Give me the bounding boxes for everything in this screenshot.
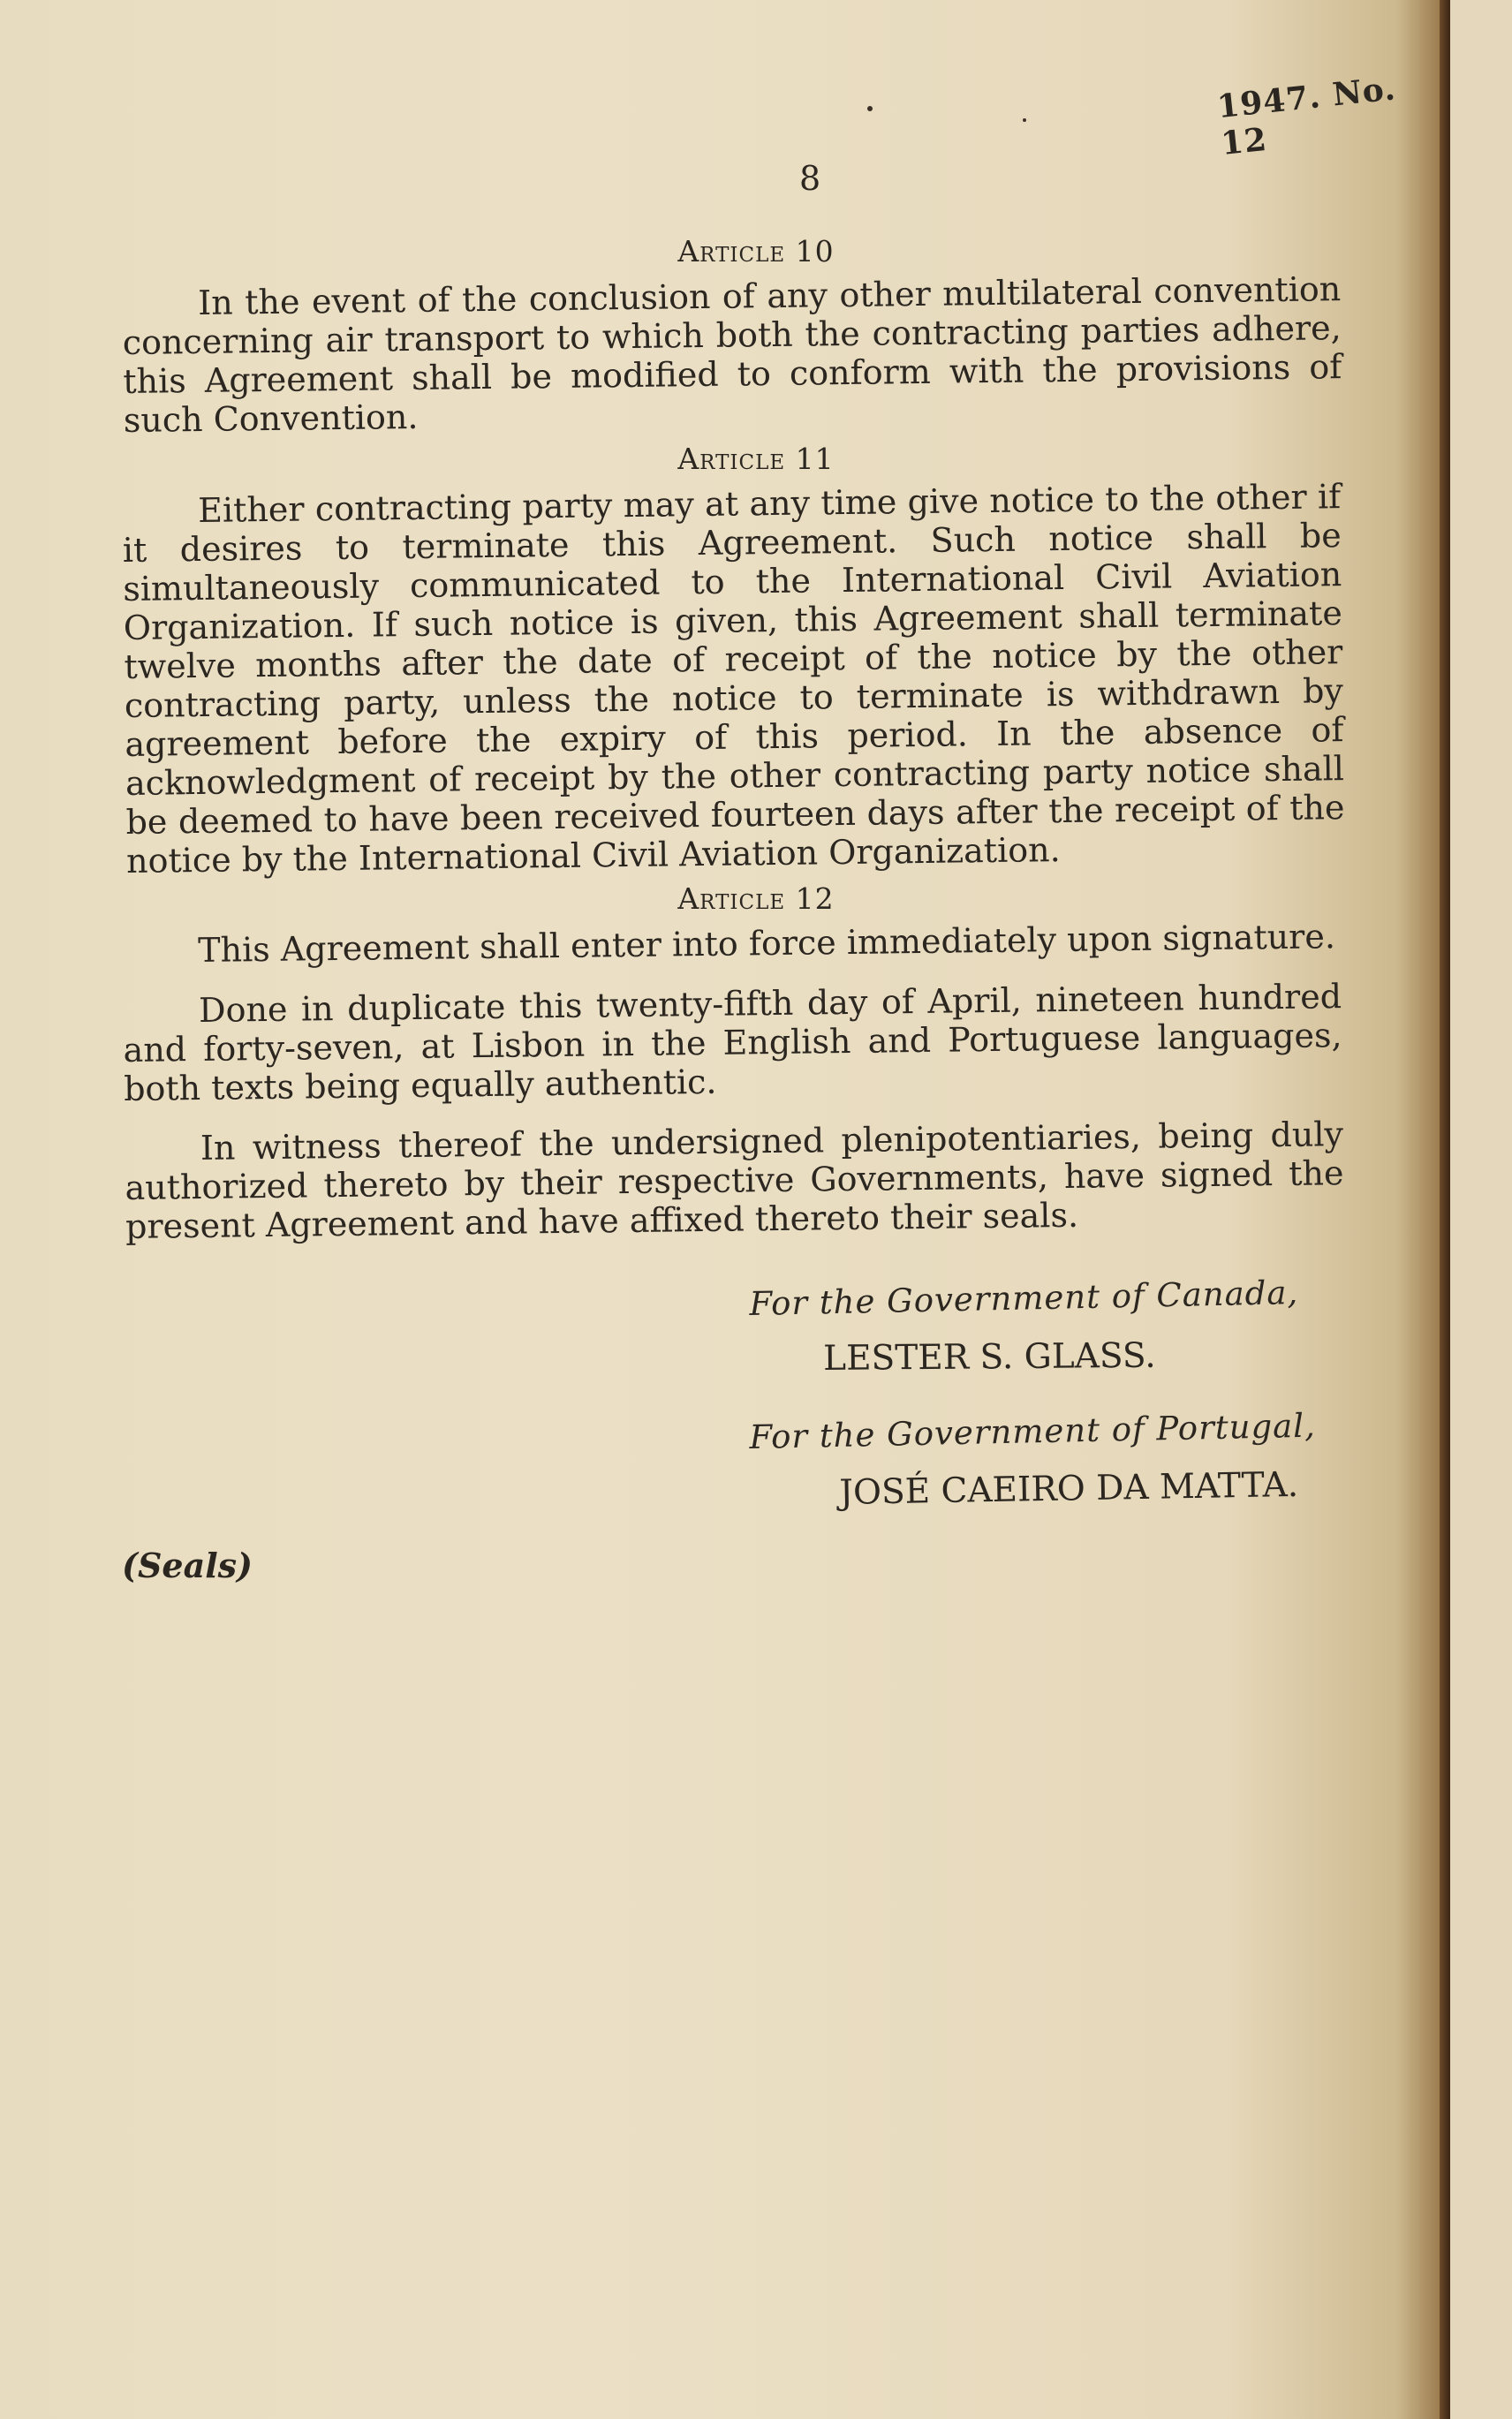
ink-speck xyxy=(1023,118,1026,122)
article-12-paragraph-in-witness: In witness thereof the undersigned plenipotentiaries, being duly authorized thereto by their respective Governments, have signed the present Agreement and have affixed thereto their seals. xyxy=(125,1115,1344,1246)
year-number-header: 1947. No. 12 xyxy=(1215,70,1398,163)
signature-name-canada: LESTER S. GLASS. xyxy=(823,1335,1156,1379)
signature-name-portugal: JOSÉ CAEIRO DA MATTA. xyxy=(839,1464,1299,1513)
bleed-through xyxy=(141,1413,1360,2296)
ink-speck xyxy=(867,106,873,111)
signature-government-portugal: For the Government of Portugal, xyxy=(749,1406,1317,1456)
article-12-heading: Article 12 xyxy=(677,881,835,916)
seals-note: (Seals) xyxy=(122,1546,253,1585)
page-number: 8 xyxy=(799,159,821,198)
adjacent-page-edge xyxy=(1450,0,1512,2419)
article-11-paragraph: Either contracting party may at any time give notice to the other if it desires to terminate this Agreement. Such notice shall be simultaneously communicated to the International Civil Aviation Organization. If such notice is given, this Agreement shall terminate twelve months after the date of receipt of the notice by the other contracting party, unless the notice to terminate is withdrawn by agreement before the expiry of this period. In the absence of acknowledgment of receipt by the other contracting party notice shall be deemed to have been received fourteen days after the receipt of the notice by the International Civil Aviation Organization. xyxy=(122,477,1345,881)
article-10-heading: Article 10 xyxy=(677,234,835,268)
signature-government-canada: For the Government of Canada, xyxy=(749,1273,1299,1323)
book-gutter xyxy=(1440,0,1450,2419)
article-12-body xyxy=(122,917,1344,1246)
article-12-paragraph-done-in-duplicate: Done in duplicate this twenty-fifth day of April, nineteen hundred and forty-seven, at Lisbon in the English and Portuguese languages, both texts being equally authentic. xyxy=(123,977,1342,1108)
article-11-body xyxy=(122,477,1345,881)
article-10-paragraph: In the event of the conclusion of any other multilateral convention concerning air transport to which both the contracting parties adhere, this Agreement shall be modified to conform with the provisions of such Convention. xyxy=(122,269,1342,440)
article-12-paragraph-entry-into-force: This Agreement shall enter into force immediately upon signature. xyxy=(197,917,1336,970)
article-11-heading: Article 11 xyxy=(677,442,835,476)
article-10-body xyxy=(122,269,1342,440)
